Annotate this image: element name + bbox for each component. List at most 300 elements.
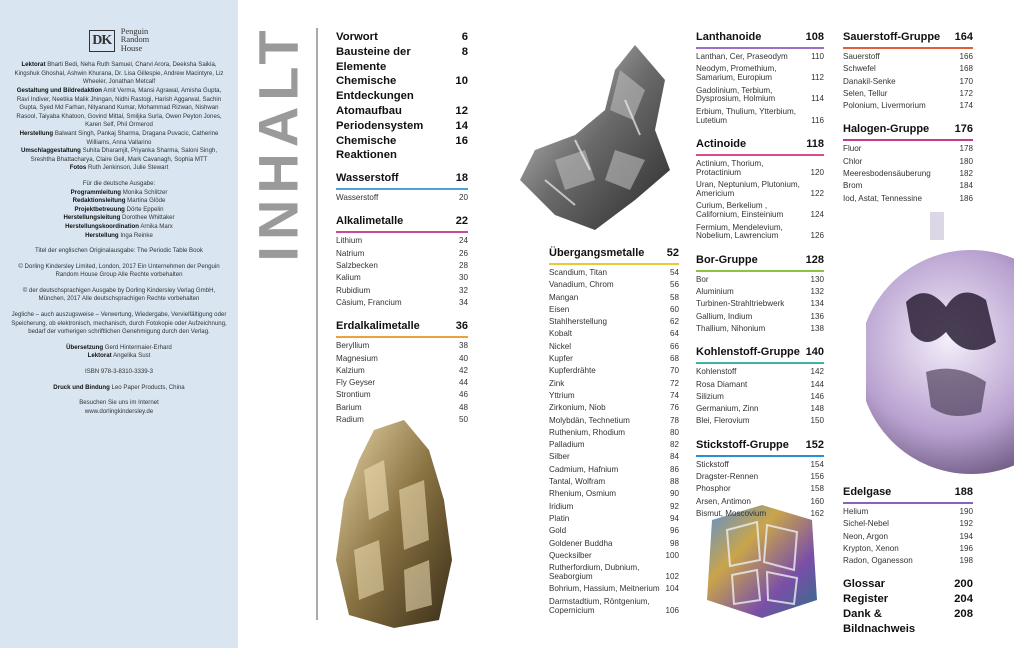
entry-title: Rutherfordium, Dubnium, Seaborgium xyxy=(549,563,640,582)
entry-title: Gallium, Indium xyxy=(696,311,753,321)
toc-entry[interactable] xyxy=(336,342,468,351)
entry-title: Ruthenium, Rhodium xyxy=(549,427,626,437)
entry-title: Beryllium xyxy=(336,341,370,351)
credit-names: © der deutschsprachigen Ausgabe by Dorling Kindersley Verlag GmbH, München, 2017 Alle deutschsprachigen Rechte vorbehalten xyxy=(22,286,216,303)
toc-entry[interactable] xyxy=(549,540,679,549)
toc-chapter[interactable] xyxy=(336,104,468,119)
entry-page: 86 xyxy=(669,464,679,474)
chapter-title: Chemische Reaktionen xyxy=(336,134,397,162)
toc-entry[interactable] xyxy=(549,318,679,327)
toc-entry[interactable] xyxy=(696,381,824,390)
toc-entry[interactable] xyxy=(696,87,824,105)
credit-role: Programmleitung xyxy=(70,188,122,196)
entry-title: Fluor xyxy=(843,144,862,154)
entry-page: 54 xyxy=(669,268,679,277)
credit-role: Druck und Bindung xyxy=(53,383,110,391)
entry-page: 94 xyxy=(669,513,679,523)
chapter-page: 204 xyxy=(954,593,973,606)
entry-page: 142 xyxy=(810,367,824,377)
entry-page: 166 xyxy=(959,52,973,61)
credit-names: Ruth Jenkinson, Julie Stewart xyxy=(88,164,169,172)
crystal-photo-top xyxy=(515,40,675,240)
toc-entry[interactable] xyxy=(336,274,468,283)
entry-page: 146 xyxy=(810,391,824,401)
entry-title: Turbinen-Strahltriebwerk xyxy=(696,299,785,309)
entry-title: Strontium xyxy=(336,390,371,400)
entry-page: 68 xyxy=(669,354,679,364)
entry-title: Silber xyxy=(549,452,570,462)
chapter-title: Vorwort xyxy=(336,31,378,43)
credit-role: Herstellungsleitung xyxy=(63,214,121,222)
entry-title: Kalium xyxy=(336,273,361,283)
entry-title: Cäsium, Francium xyxy=(336,297,402,307)
toc-entry[interactable] xyxy=(549,417,679,426)
entry-page: 174 xyxy=(959,101,973,111)
entry-page: 132 xyxy=(810,287,824,297)
toc-entry[interactable] xyxy=(549,380,679,389)
section-sauerstoff-gruppe xyxy=(843,30,973,111)
credit-names: Martina Glöde xyxy=(127,197,166,205)
toc-entry[interactable] xyxy=(549,515,679,524)
section-page: 52 xyxy=(666,247,679,259)
toc-chapter[interactable] xyxy=(336,45,468,75)
section-header[interactable] xyxy=(336,214,468,233)
section-header[interactable] xyxy=(696,438,824,457)
entry-page: 50 xyxy=(458,415,468,425)
main-chapters xyxy=(336,30,468,163)
chapter-title: Bausteine der Elemente xyxy=(336,45,411,73)
entry-title: Neon, Argon xyxy=(843,531,888,541)
entry-page: 60 xyxy=(669,304,679,314)
entry-title: Gold xyxy=(549,526,567,536)
entry-title: Quecksilber xyxy=(549,550,592,560)
toc-entry[interactable] xyxy=(696,300,824,309)
entry-title: Lanthan, Cer, Praseodym xyxy=(696,52,788,61)
entry-page: 194 xyxy=(959,531,973,541)
toc-entry[interactable] xyxy=(549,330,679,339)
section-wasserstoff xyxy=(336,171,468,203)
section-edelgase xyxy=(843,485,973,566)
entry-title: Kupferdrähte xyxy=(549,366,596,376)
entry-page: 44 xyxy=(458,378,468,388)
toc-entry[interactable] xyxy=(549,269,679,278)
section-bor-gruppe xyxy=(696,253,824,334)
section-title: Bor-Gruppe xyxy=(696,253,758,266)
credits-paragraph xyxy=(10,61,228,173)
credit-names: Inga Reinke xyxy=(120,231,153,239)
entry-title: Sauerstoff xyxy=(843,52,880,61)
entry-page: 96 xyxy=(669,526,679,536)
entry-title: Aluminium xyxy=(696,287,734,297)
credit-role: Lektorat xyxy=(21,61,46,69)
chapter-title: Dank & Bildnachweis xyxy=(843,608,916,635)
credit-role: Herstellungskoordination xyxy=(65,222,139,230)
crystal-photo-bottom xyxy=(334,420,454,630)
toc-chapter[interactable] xyxy=(336,74,468,104)
credits-paragraph xyxy=(10,344,228,361)
toc-entry[interactable] xyxy=(549,598,679,616)
toc-entry[interactable] xyxy=(696,368,824,377)
toc-entry[interactable] xyxy=(549,343,679,352)
entry-page: 182 xyxy=(959,169,973,179)
toc-entry[interactable] xyxy=(696,65,824,83)
toc-entry[interactable] xyxy=(549,441,679,450)
toc-chapter[interactable] xyxy=(843,607,973,637)
toc-entry[interactable] xyxy=(696,485,824,494)
entry-title: Palladium xyxy=(549,440,585,450)
chapter-title: Atomaufbau xyxy=(336,104,402,117)
toc-entry[interactable] xyxy=(336,287,468,296)
entry-title: Uran, Neptunium, Plutonium, Americium xyxy=(696,180,800,199)
credits-paragraph xyxy=(10,263,228,280)
toc-entry[interactable] xyxy=(549,367,679,376)
entry-page: 82 xyxy=(669,440,679,450)
section-alkalimetalle xyxy=(336,214,468,307)
toc-entry[interactable] xyxy=(336,299,468,308)
section-page: 108 xyxy=(805,31,824,43)
entry-title: Polonium, Livermorium xyxy=(843,101,926,111)
entry-page: 178 xyxy=(959,144,973,154)
credits xyxy=(10,61,228,416)
entry-page: 196 xyxy=(959,543,973,553)
section-title: Lanthanoide xyxy=(696,31,762,43)
toc-entry[interactable] xyxy=(549,478,679,487)
section-page: 176 xyxy=(954,123,973,136)
section-header[interactable] xyxy=(549,246,679,265)
entry-title: Stickstoff xyxy=(696,459,729,469)
entry-title: Silizium xyxy=(696,391,724,401)
section-actinoide xyxy=(696,137,824,241)
credit-names: Balwant Singh, Pankaj Sharma, Dragana Puvacic, Catherine Williams, Anna Vallarino xyxy=(54,129,219,146)
entry-title: Bohrium, Hassium, Meitnerium xyxy=(549,584,660,594)
credits-paragraph xyxy=(10,368,228,377)
toc-entry[interactable] xyxy=(549,429,679,438)
credit-names: Dörte Eppelin xyxy=(126,205,164,213)
credits-paragraph xyxy=(10,399,228,416)
chapter-title: Chemische Entdeckungen xyxy=(336,75,414,103)
credit-role: Projektbetreuung xyxy=(74,205,125,213)
toc-entry[interactable] xyxy=(843,533,973,542)
section-page: 118 xyxy=(806,137,824,150)
entry-title: Meeresbodensäuberung xyxy=(843,169,931,179)
publisher-logo xyxy=(10,28,228,53)
toc-entry[interactable] xyxy=(336,367,468,376)
entry-title: Nickel xyxy=(549,341,572,351)
toc-entry[interactable] xyxy=(336,379,468,388)
chapter-page: 12 xyxy=(455,104,468,117)
entry-page: 92 xyxy=(669,501,679,511)
toc-entry[interactable] xyxy=(843,182,973,191)
entry-page: 76 xyxy=(669,403,679,413)
toc-entry[interactable] xyxy=(696,405,824,414)
section-page: 36 xyxy=(455,320,468,333)
entry-page: 26 xyxy=(458,248,468,258)
credit-role: Herstellung xyxy=(19,129,54,137)
entry-title: Thallium, Nihonium xyxy=(696,323,766,333)
toc-entry[interactable] xyxy=(549,392,679,401)
entry-page: 104 xyxy=(665,584,679,594)
chapter-page: 10 xyxy=(455,75,468,88)
entry-title: Barium xyxy=(336,402,362,412)
credits-paragraph xyxy=(10,311,228,337)
entry-title: Stahlherstellung xyxy=(549,317,608,327)
toc-entry[interactable] xyxy=(843,545,973,554)
entry-page: 90 xyxy=(669,489,679,499)
toc-chapter[interactable] xyxy=(843,577,973,592)
toc-entry[interactable] xyxy=(336,404,468,413)
entry-page: 136 xyxy=(810,311,824,321)
entry-page: 56 xyxy=(669,280,679,290)
toc-entry[interactable] xyxy=(843,78,973,87)
entry-title: Rosa Diamant xyxy=(696,379,748,389)
toc-entry[interactable] xyxy=(549,355,679,364)
entry-title: Dragster-Rennen xyxy=(696,471,759,481)
entry-title: Kalzium xyxy=(336,365,365,375)
toc-entry[interactable] xyxy=(336,262,468,271)
toc-entry[interactable] xyxy=(843,90,973,99)
entry-page: 148 xyxy=(810,404,824,414)
toc-chapter[interactable] xyxy=(336,134,468,164)
entry-page: 32 xyxy=(458,285,468,295)
toc-entry[interactable] xyxy=(696,181,824,199)
section-title: Erdalkalimetalle xyxy=(336,320,420,333)
entry-title: Bismut, Moscovium xyxy=(696,508,767,518)
contents-column-4 xyxy=(843,30,973,207)
credit-names: © Dorling Kindersley Limited, London, 2017 Ein Unternehmen der Penguin Random House Group Alle Rechte vorbehalten xyxy=(18,262,220,279)
entry-title: Scandium, Titan xyxy=(549,268,608,277)
toc-entry[interactable] xyxy=(696,473,824,482)
credit-names: Titel der englischen Originalausgabe: The Periodic Table Book xyxy=(35,247,203,255)
entry-page: 168 xyxy=(959,64,973,74)
credit-names: www.dorlingkindersley.de xyxy=(84,407,154,415)
credits-paragraph xyxy=(10,247,228,256)
credit-names: Monika Schlitzer xyxy=(122,188,168,196)
section-header[interactable] xyxy=(696,137,824,156)
entry-title: Mangan xyxy=(549,292,579,302)
toc-entry[interactable] xyxy=(696,313,824,322)
entry-title: Kohlenstoff xyxy=(696,367,737,377)
entry-title: Schwefel xyxy=(843,64,876,74)
toc-entry[interactable] xyxy=(336,237,468,246)
toc-entry[interactable] xyxy=(696,202,824,220)
imprint-panel xyxy=(0,0,238,648)
credit-names: Angelika Sust xyxy=(113,352,151,360)
section-title: Halogen-Gruppe xyxy=(843,123,930,136)
entry-page: 114 xyxy=(811,94,824,104)
toc-entry[interactable] xyxy=(549,404,679,413)
toc-chapter[interactable] xyxy=(336,119,468,134)
toc-entry[interactable] xyxy=(696,393,824,402)
toc-entry[interactable] xyxy=(336,250,468,259)
entry-title: Natrium xyxy=(336,248,365,258)
toc-entry[interactable] xyxy=(549,306,679,315)
toc-entry[interactable] xyxy=(549,585,679,594)
toc-chapter[interactable] xyxy=(336,30,468,45)
toc-entry[interactable] xyxy=(549,564,679,582)
toc-entry[interactable] xyxy=(336,391,468,400)
section-header[interactable] xyxy=(336,319,468,338)
entry-page: 134 xyxy=(810,299,824,309)
entry-page: 198 xyxy=(959,556,973,566)
toc-entry[interactable] xyxy=(843,145,973,154)
toc-entry[interactable] xyxy=(696,498,824,507)
credits-paragraph xyxy=(10,287,228,304)
toc-entry[interactable] xyxy=(549,503,679,512)
toc-entry[interactable] xyxy=(696,417,824,426)
entry-title: Molybdän, Technetium xyxy=(549,415,630,425)
section-header[interactable] xyxy=(696,345,824,364)
entry-page: 80 xyxy=(669,427,679,437)
toc-entry[interactable] xyxy=(696,108,824,126)
entry-title: Radon, Oganesson xyxy=(843,556,913,566)
section-page: 152 xyxy=(805,438,824,451)
entry-page: 144 xyxy=(810,379,824,389)
entry-title: Zirkonium, Niob xyxy=(549,403,606,413)
entry-title: Darmstadtium, Röntgenium, Copernicium xyxy=(549,596,650,615)
toc-entry[interactable] xyxy=(336,416,468,425)
credit-role: Redaktionsleitung xyxy=(72,197,126,205)
entry-page: 110 xyxy=(811,52,824,61)
toc-entry[interactable] xyxy=(336,194,468,203)
section-title: Kohlenstoff-Gruppe xyxy=(696,346,800,359)
entry-title: Blei, Flerovium xyxy=(696,416,750,426)
section-kohlenstoff-gruppe xyxy=(696,345,824,426)
entry-page: 100 xyxy=(665,550,679,560)
entry-page: 162 xyxy=(810,508,824,518)
toc-entry[interactable] xyxy=(696,325,824,334)
entry-title: Zink xyxy=(549,378,565,388)
entry-page: 154 xyxy=(810,459,824,469)
toc-entry[interactable] xyxy=(843,158,973,167)
section-halogen-gruppe xyxy=(843,122,973,203)
chapter-page: 8 xyxy=(461,45,468,58)
toc-entry[interactable] xyxy=(843,195,973,204)
section-header[interactable] xyxy=(696,30,824,49)
toc-entry[interactable] xyxy=(696,276,824,285)
contents-column-1 xyxy=(336,30,468,428)
entry-page: 70 xyxy=(669,366,679,376)
entry-page: 124 xyxy=(810,210,824,220)
toc-entry[interactable] xyxy=(696,160,824,178)
chapter-page: 14 xyxy=(455,119,468,132)
credit-names: Gerd Hintermaier-Erhard xyxy=(104,343,172,351)
section-stickstoff-gruppe xyxy=(696,438,824,519)
chapter-page: 208 xyxy=(954,608,973,621)
section-header[interactable] xyxy=(696,253,824,272)
credit-names: Für die deutsche Ausgabe: xyxy=(82,179,156,187)
section-header[interactable] xyxy=(843,30,973,49)
toc-entry[interactable] xyxy=(696,461,824,470)
toc-entry[interactable] xyxy=(843,170,973,179)
section-lanthanoide xyxy=(696,30,824,126)
toc-entry[interactable] xyxy=(549,490,679,499)
entry-page: 170 xyxy=(959,76,973,86)
toc-entry[interactable] xyxy=(696,510,824,519)
entry-page: 34 xyxy=(458,297,468,307)
toc-entry[interactable] xyxy=(549,527,679,536)
entry-title: Neodym, Promethium, Samarium, Europium xyxy=(696,64,777,83)
section-page: 140 xyxy=(805,346,824,359)
credit-role: Fotos xyxy=(69,164,87,172)
credit-names: Besuchen Sie uns im Internet xyxy=(79,399,159,407)
entry-title: Vanadium, Chrom xyxy=(549,280,614,290)
entry-title: Cadmium, Hafnium xyxy=(549,464,619,474)
toc-entry[interactable] xyxy=(843,65,973,74)
entry-page: 98 xyxy=(669,538,679,548)
toc-entry[interactable] xyxy=(549,294,679,303)
chapter-title: Periodensystem xyxy=(336,119,424,132)
credit-role: Umschlaggestaltung xyxy=(20,147,81,155)
entry-page: 88 xyxy=(669,477,679,487)
section-header[interactable] xyxy=(843,485,973,504)
entry-page: 58 xyxy=(669,292,679,302)
toc-chapter[interactable] xyxy=(843,592,973,607)
entry-page: 192 xyxy=(959,519,973,529)
entry-title: Kobalt xyxy=(549,329,572,339)
entry-page: 72 xyxy=(669,378,679,388)
entry-title: Germanium, Zinn xyxy=(696,404,759,414)
section-page: 188 xyxy=(954,486,973,498)
credit-names: ISBN 978-3-8310-3339-3 xyxy=(84,368,154,376)
section-title: Alkalimetalle xyxy=(336,215,404,228)
section-page: 164 xyxy=(954,31,973,43)
toc-entry[interactable] xyxy=(549,466,679,475)
entry-page: 46 xyxy=(458,390,468,400)
entry-title: Kupfer xyxy=(549,354,573,364)
toc-entry[interactable] xyxy=(696,224,824,242)
section-title: Edelgase xyxy=(843,486,892,498)
entry-page: 184 xyxy=(959,181,973,191)
section-title: Übergangsmetalle xyxy=(549,247,645,259)
toc-entry[interactable] xyxy=(549,552,679,561)
toc-entry[interactable] xyxy=(696,53,824,62)
toc-entry[interactable] xyxy=(843,508,973,517)
entry-title: Magnesium xyxy=(336,353,378,363)
toc-entry[interactable] xyxy=(843,520,973,529)
entry-page: 112 xyxy=(811,73,824,83)
credits-paragraph xyxy=(10,180,228,240)
entry-page: 42 xyxy=(458,365,468,375)
chapter-page: 200 xyxy=(954,578,973,591)
section-header[interactable] xyxy=(336,171,468,190)
toc-entry[interactable] xyxy=(336,355,468,364)
toc-entry[interactable] xyxy=(843,53,973,62)
entry-title: Arsen, Antimon xyxy=(696,496,751,506)
credits-paragraph xyxy=(10,384,228,393)
entry-page: 122 xyxy=(810,189,824,199)
entry-page: 66 xyxy=(669,341,679,351)
entry-page: 24 xyxy=(458,236,468,246)
toc-entry[interactable] xyxy=(696,288,824,297)
contents-column-3 xyxy=(696,30,824,522)
entry-title: Platin xyxy=(549,513,570,523)
toc-entry[interactable] xyxy=(549,453,679,462)
divider-line xyxy=(316,28,318,620)
toc-entry[interactable] xyxy=(843,102,973,111)
section-page: 128 xyxy=(805,253,824,266)
section-header[interactable] xyxy=(843,122,973,141)
entry-title: Rhenium, Osmium xyxy=(549,489,617,499)
credit-names: Dorothee Whittaker xyxy=(122,214,175,222)
section-uebergangsmetalle xyxy=(549,246,679,615)
toc-entry[interactable] xyxy=(549,281,679,290)
entry-page: 120 xyxy=(810,167,824,177)
entry-page: 138 xyxy=(810,323,824,333)
toc-entry[interactable] xyxy=(843,557,973,566)
contents-title: INHALT xyxy=(246,24,310,262)
entry-page: 74 xyxy=(669,390,679,400)
entry-page: 160 xyxy=(810,496,824,506)
